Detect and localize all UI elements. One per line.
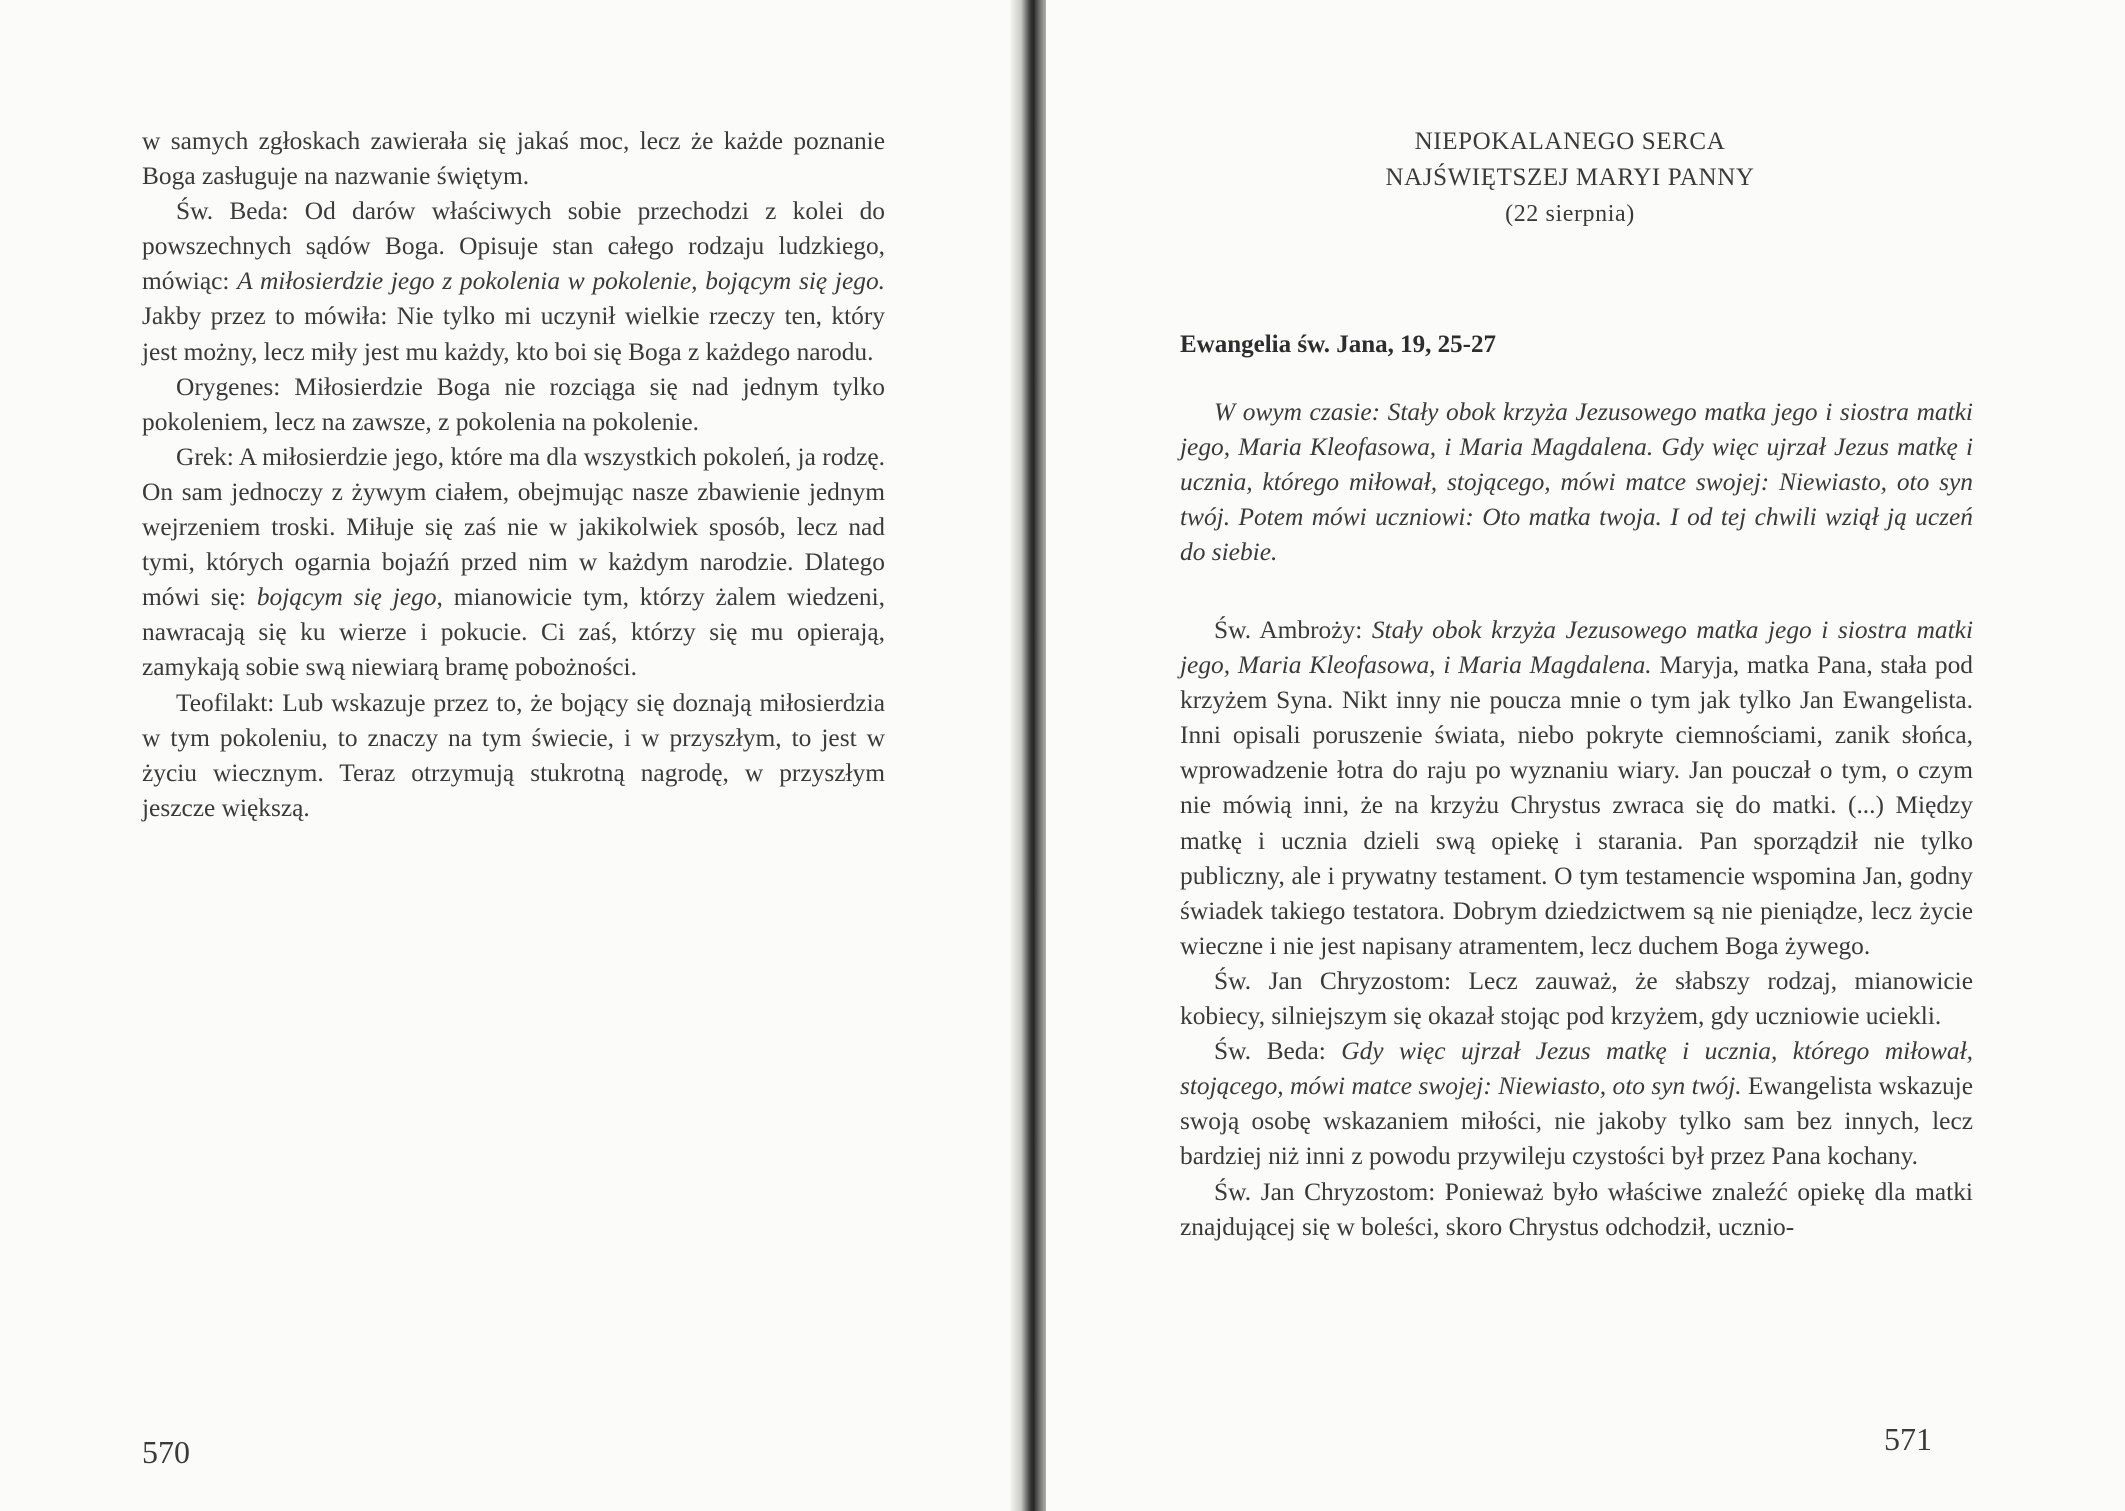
paragraph — [142, 194, 885, 369]
italic-quote: W owym czasie: Stały obok krzyża Jezusowego matka jego i siostra matki jego, Maria Kleofasowa, i Maria Magdalena. Gdy więc ujrzał Jezus matkę i ucznia, którego miłował, stojącego, mówi matce swojej: Niewiasto, oto syn twój. Potem mówi uczniowi: Oto matka twoja. I od tej chwili wziął ją uczeń do siebie. — [1180, 398, 1973, 567]
text-run: Św. Ambroży: — [1214, 616, 1372, 644]
paragraph — [1180, 613, 1973, 964]
text-run: Ewangelista wskazuje swoją osobę wskazaniem miłości, nie jakoby tylko sam bez innych, lecz bardziej niż inni z powodu przywileju czystości był przez Pana kochany. — [1180, 1072, 1973, 1171]
paragraph — [142, 686, 885, 826]
paragraph — [142, 370, 885, 440]
paragraph — [1180, 1034, 1973, 1174]
gospel-title: Ewangelia św. Jana, 19, 25-27 — [1180, 331, 1497, 358]
paragraph — [1180, 1175, 1973, 1245]
text-run: Teofilakt: Lub wskazuje przez to, że bojący się doznają miłosierdzia w tym pokoleniu, to znaczy na tym świecie, i w przyszłym, to jest w życiu wiecznym. Teraz otrzymują stukrotną nagrodę, w przyszłym jeszcze większą. — [142, 688, 885, 822]
text-run: Jakby przez to mówiła: Nie tylko mi uczynił wielkie rzeczy ten, który jest możny, lecz miły jest mu każdy, kto boi się Boga z każdego narodu. — [142, 302, 885, 366]
italic-quote: bojącym się jego — [256, 583, 437, 612]
paragraph — [1180, 964, 1973, 1034]
left-page — [0, 0, 1022, 1511]
text-run: Św. Jan Chryzostom: Lecz zauważ, że słabszy rodzaj, mianowicie kobiecy, silniejszym się okazał stojąc pod krzyżem, gdy uczniowie uciekli. — [1180, 966, 1973, 1031]
feast-title-line-2: NAJŚWIĘTSZEJ MARYI PANNY — [1385, 164, 1755, 191]
paragraph — [1180, 395, 1973, 570]
left-page-text — [142, 124, 885, 826]
gospel-reading — [1180, 395, 1973, 570]
text-run: Św. Beda: — [1214, 1037, 1342, 1066]
commentary-text — [1180, 613, 1973, 1245]
text-run: , mianowicie tym, którzy żalem wiedzeni, nawracają się ku wierze i pokucie. Ci zaś, którzy się mu opierają, zamykają sobie swą niewiarą bramę pobożności. — [142, 583, 885, 682]
feast-title-line-1: NIEPOKALANEGO SERCA — [1414, 128, 1726, 155]
feast-date: (22 sierpnia) — [1505, 201, 1635, 227]
text-run: Grek: A miłosierdzie jego, które ma dla wszystkich pokoleń, ja rodzę. On sam jednoczy z żywym ciałem, obejmując nasze zbawienie jednym wejrzeniem troski. Miłuje się zaś nie w jakikolwiek sposób, lecz nad tymi, których ogarnia bojaźń przed nim w każdym narodzie. Dlatego mówi się: — [142, 442, 885, 612]
feast-heading — [1180, 124, 1960, 232]
paragraph — [142, 124, 885, 194]
italic-quote: Stały obok krzyża Jezusowego matka jego i siostra matki jego, Maria Kleofasowa, i Maria Magdalena. — [1180, 616, 1973, 680]
page-number-right: 571 — [1884, 1421, 1932, 1457]
text-run: Maryja, matka Pana, stała pod krzyżem Syna. Nikt inny nie poucza mnie o tym jak tylko Jan Ewangelista. Inni opisali poruszenie świata, niebo pokryte ciemnościami, zanik słońca, wprowadzenie łotra do raju po wyznaniu wiary. Jan pouczał o tym, o czym nie mówią inni, że na krzyżu Chrystus zwraca się do matki. (...) Między matkę i ucznia dzieli swą opiekę i starania. Pan sporządził nie tylko publiczny, ale i prywatny testament. O tym testamencie wspomina Jan, godny świadek takiego testatora. Dobrym dziedzictwem są nie pieniądze, lecz życie wieczne i nie jest napisany atramentem, lecz duchem Boga żywego. — [1180, 651, 1974, 960]
paragraph — [142, 440, 885, 686]
italic-quote: Gdy więc ujrzał Jezus matkę i ucznia, którego miłował, stojącego, mówi matce swojej: Niewiasto, oto syn twój. — [1180, 1037, 1973, 1101]
italic-quote: A miłosierdzie jego z pokolenia w pokolenie, bojącym się jego. — [237, 267, 885, 296]
text-run: w samych zgłoskach zawierała się jakaś moc, lecz że każde poznanie Boga zasługuje na nazwanie świętym. — [142, 127, 885, 191]
text-run: Św. Jan Chryzostom: Ponieważ było właściwe znaleźć opiekę dla matki znajdującej się w boleści, skoro Chrystus odchodził, uczniо- — [1180, 1177, 1973, 1241]
page-number-left: 570 — [142, 1434, 190, 1470]
text-run: Św. Beda: Od darów właściwych sobie przechodzi z kolei do powszechnych sądów Boga. Opisuje stan całego rodzaju ludzkiego, mówiąc: — [142, 197, 885, 296]
text-run: Orygenes: Miłosierdzie Boga nie rozciąga się nad jednym tylko pokoleniem, lecz na zawsze, z pokolenia na pokolenie. — [142, 372, 885, 436]
